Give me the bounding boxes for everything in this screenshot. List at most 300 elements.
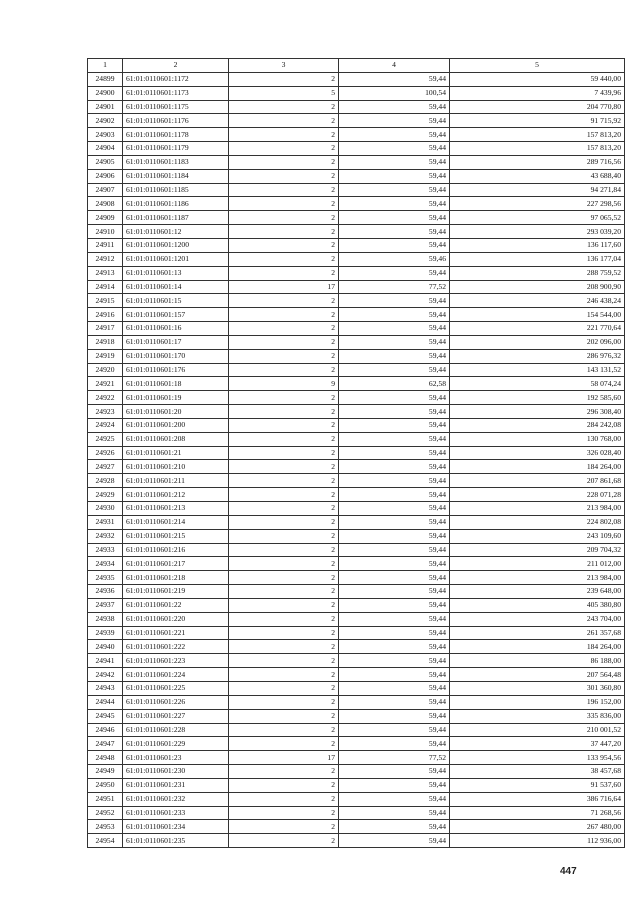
table-cell: 61:01:0110601:222 [123, 640, 229, 654]
table-cell: 24909 [88, 211, 123, 225]
table-row [88, 225, 625, 239]
table-cell: 2 [229, 460, 339, 474]
table-cell: 59,44 [339, 778, 450, 792]
table-cell: 59,44 [339, 266, 450, 280]
table-cell: 2 [229, 114, 339, 128]
table-row [88, 335, 625, 349]
table-cell: 2 [229, 502, 339, 516]
table-cell: 61:01:0110601:16 [123, 322, 229, 336]
table-cell: 61:01:0110601:1185 [123, 183, 229, 197]
table-cell: 24954 [88, 834, 123, 848]
table-cell: 2 [229, 515, 339, 529]
table-cell: 61:01:0110601:18 [123, 377, 229, 391]
table-cell: 59,44 [339, 391, 450, 405]
table-cell: 243 704,00 [450, 612, 625, 626]
table-cell: 204 770,80 [450, 100, 625, 114]
table-cell: 59,44 [339, 640, 450, 654]
table-row [88, 765, 625, 779]
cadastral-value-table [87, 58, 625, 848]
table-cell: 2 [229, 626, 339, 640]
table-cell: 61:01:0110601:219 [123, 585, 229, 599]
table-row [88, 778, 625, 792]
table-cell: 61:01:0110601:1183 [123, 155, 229, 169]
table-cell: 284 242,08 [450, 418, 625, 432]
table-cell: 38 457,68 [450, 765, 625, 779]
table-cell: 24907 [88, 183, 123, 197]
table-cell: 24922 [88, 391, 123, 405]
table-cell: 24903 [88, 128, 123, 142]
table-cell: 59,44 [339, 834, 450, 848]
table-cell: 59,44 [339, 225, 450, 239]
column-header-5: 5 [450, 59, 625, 73]
page-number: 447 [560, 866, 577, 877]
table-cell: 59,44 [339, 349, 450, 363]
table-cell: 243 109,60 [450, 529, 625, 543]
table-cell: 59,44 [339, 474, 450, 488]
table-row [88, 377, 625, 391]
table-cell: 246 438,24 [450, 294, 625, 308]
table-row [88, 100, 625, 114]
table-cell: 2 [229, 612, 339, 626]
table-row [88, 197, 625, 211]
table-row [88, 155, 625, 169]
table-cell: 2 [229, 266, 339, 280]
table-cell: 61:01:0110601:232 [123, 792, 229, 806]
table-cell: 24951 [88, 792, 123, 806]
table-row [88, 169, 625, 183]
table-cell: 24943 [88, 681, 123, 695]
table-cell: 61:01:0110601:1176 [123, 114, 229, 128]
table-cell: 24910 [88, 225, 123, 239]
table-cell: 184 264,00 [450, 460, 625, 474]
table-cell: 59,44 [339, 806, 450, 820]
table-cell: 211 012,00 [450, 557, 625, 571]
table-cell: 59,44 [339, 654, 450, 668]
table-cell: 2 [229, 723, 339, 737]
table-cell: 24952 [88, 806, 123, 820]
table-cell: 2 [229, 474, 339, 488]
table-cell: 136 117,60 [450, 238, 625, 252]
table-cell: 61:01:0110601:22 [123, 598, 229, 612]
table-row [88, 695, 625, 709]
table-row [88, 432, 625, 446]
table-cell: 228 071,28 [450, 488, 625, 502]
table-cell: 2 [229, 557, 339, 571]
table-cell: 59,44 [339, 488, 450, 502]
table-row [88, 626, 625, 640]
table-cell: 207 564,48 [450, 668, 625, 682]
table-cell: 59,44 [339, 515, 450, 529]
table-cell: 61:01:0110601:228 [123, 723, 229, 737]
table-cell: 24920 [88, 363, 123, 377]
table-cell: 157 813,20 [450, 128, 625, 142]
table-cell: 61:01:0110601:224 [123, 668, 229, 682]
table-cell: 94 271,84 [450, 183, 625, 197]
table-row [88, 183, 625, 197]
table-cell: 61:01:0110601:13 [123, 266, 229, 280]
table-cell: 61:01:0110601:226 [123, 695, 229, 709]
table-row [88, 405, 625, 419]
table-cell: 24949 [88, 765, 123, 779]
table-cell: 24933 [88, 543, 123, 557]
table-cell: 386 716,64 [450, 792, 625, 806]
table-cell: 261 357,68 [450, 626, 625, 640]
table-cell: 24914 [88, 280, 123, 294]
table-cell: 326 028,40 [450, 446, 625, 460]
table-cell: 59,44 [339, 695, 450, 709]
table-cell: 2 [229, 100, 339, 114]
table-cell: 61:01:0110601:170 [123, 349, 229, 363]
table-row [88, 86, 625, 100]
table-body [88, 72, 625, 847]
table-cell: 59,44 [339, 169, 450, 183]
table-cell: 2 [229, 197, 339, 211]
table-cell: 59,44 [339, 155, 450, 169]
table-cell: 2 [229, 709, 339, 723]
table-cell: 61:01:0110601:233 [123, 806, 229, 820]
table-cell: 61:01:0110601:217 [123, 557, 229, 571]
table-cell: 157 813,20 [450, 142, 625, 156]
table-cell: 24917 [88, 322, 123, 336]
table-cell: 2 [229, 418, 339, 432]
table-cell: 61:01:0110601:214 [123, 515, 229, 529]
table-cell: 405 380,80 [450, 598, 625, 612]
table-cell: 202 096,00 [450, 335, 625, 349]
table-cell: 59,44 [339, 335, 450, 349]
table-cell: 61:01:0110601:230 [123, 765, 229, 779]
table-cell: 130 768,00 [450, 432, 625, 446]
table-cell: 43 688,40 [450, 169, 625, 183]
table-row [88, 446, 625, 460]
table-cell: 2 [229, 488, 339, 502]
table-cell: 61:01:0110601:14 [123, 280, 229, 294]
table-cell: 24948 [88, 751, 123, 765]
table-cell: 59,44 [339, 211, 450, 225]
table-row [88, 571, 625, 585]
table-cell: 61:01:0110601:213 [123, 502, 229, 516]
table-cell: 2 [229, 349, 339, 363]
table-cell: 24906 [88, 169, 123, 183]
table-cell: 61:01:0110601:1201 [123, 252, 229, 266]
table-cell: 24905 [88, 155, 123, 169]
table-cell: 61:01:0110601:20 [123, 405, 229, 419]
table-cell: 2 [229, 585, 339, 599]
table-cell: 86 188,00 [450, 654, 625, 668]
table-row [88, 322, 625, 336]
table-cell: 286 976,32 [450, 349, 625, 363]
table-cell: 59,44 [339, 197, 450, 211]
table-cell: 62,58 [339, 377, 450, 391]
table-cell: 91 537,60 [450, 778, 625, 792]
table-row [88, 252, 625, 266]
table-row [88, 737, 625, 751]
table-cell: 2 [229, 72, 339, 86]
table-row [88, 529, 625, 543]
table-cell: 59,44 [339, 183, 450, 197]
table-cell: 59,44 [339, 418, 450, 432]
table-cell: 61:01:0110601:216 [123, 543, 229, 557]
table-cell: 2 [229, 294, 339, 308]
table-cell: 59,44 [339, 405, 450, 419]
table-cell: 224 802,08 [450, 515, 625, 529]
table-cell: 59,44 [339, 557, 450, 571]
table-cell: 61:01:0110601:218 [123, 571, 229, 585]
table-cell: 24921 [88, 377, 123, 391]
table-cell: 112 936,00 [450, 834, 625, 848]
table-cell: 2 [229, 169, 339, 183]
table-cell: 221 770,64 [450, 322, 625, 336]
table-row [88, 488, 625, 502]
table-cell: 71 268,56 [450, 806, 625, 820]
table-cell: 7 439,96 [450, 86, 625, 100]
table-cell: 61:01:0110601:223 [123, 654, 229, 668]
table-cell: 24936 [88, 585, 123, 599]
table-row [88, 834, 625, 848]
table-cell: 2 [229, 142, 339, 156]
table-cell: 301 360,80 [450, 681, 625, 695]
table-cell: 59,44 [339, 681, 450, 695]
table-cell: 59,44 [339, 723, 450, 737]
table-cell: 61:01:0110601:1178 [123, 128, 229, 142]
table-cell: 2 [229, 446, 339, 460]
table-row [88, 280, 625, 294]
table-row [88, 598, 625, 612]
table-cell: 59,44 [339, 626, 450, 640]
table-cell: 59,44 [339, 820, 450, 834]
table-cell: 213 984,00 [450, 502, 625, 516]
table-cell: 24929 [88, 488, 123, 502]
table-cell: 24941 [88, 654, 123, 668]
table-cell: 2 [229, 737, 339, 751]
table-cell: 2 [229, 820, 339, 834]
table-cell: 184 264,00 [450, 640, 625, 654]
table-cell: 2 [229, 640, 339, 654]
table-cell: 24915 [88, 294, 123, 308]
table-cell: 267 480,00 [450, 820, 625, 834]
table-cell: 61:01:0110601:176 [123, 363, 229, 377]
table-cell: 17 [229, 751, 339, 765]
table-cell: 59,44 [339, 709, 450, 723]
table-cell: 24900 [88, 86, 123, 100]
table-cell: 2 [229, 543, 339, 557]
table-cell: 24912 [88, 252, 123, 266]
table-cell: 61:01:0110601:15 [123, 294, 229, 308]
table-cell: 77,52 [339, 751, 450, 765]
table-cell: 59,44 [339, 308, 450, 322]
table-cell: 24947 [88, 737, 123, 751]
table-row [88, 543, 625, 557]
table-row [88, 238, 625, 252]
table-cell: 24923 [88, 405, 123, 419]
table-row [88, 681, 625, 695]
table-cell: 2 [229, 155, 339, 169]
table-cell: 61:01:0110601:212 [123, 488, 229, 502]
table-row [88, 294, 625, 308]
table-row [88, 308, 625, 322]
table-cell: 24940 [88, 640, 123, 654]
table-row [88, 211, 625, 225]
table-cell: 335 836,00 [450, 709, 625, 723]
table-cell: 59,44 [339, 571, 450, 585]
table-cell: 2 [229, 183, 339, 197]
table-cell: 24934 [88, 557, 123, 571]
table-cell: 59,44 [339, 502, 450, 516]
table-cell: 59,44 [339, 432, 450, 446]
table-cell: 9 [229, 377, 339, 391]
table-cell: 2 [229, 211, 339, 225]
table-cell: 2 [229, 778, 339, 792]
table-cell: 2 [229, 308, 339, 322]
table-cell: 24899 [88, 72, 123, 86]
table-cell: 24946 [88, 723, 123, 737]
table-cell: 24942 [88, 668, 123, 682]
table-cell: 59,44 [339, 668, 450, 682]
table-cell: 227 298,56 [450, 197, 625, 211]
table-cell: 61:01:0110601:234 [123, 820, 229, 834]
table-cell: 61:01:0110601:23 [123, 751, 229, 765]
table-cell: 2 [229, 765, 339, 779]
table-cell: 61:01:0110601:215 [123, 529, 229, 543]
table-cell: 59,44 [339, 598, 450, 612]
table-cell: 59,44 [339, 238, 450, 252]
table-cell: 61:01:0110601:17 [123, 335, 229, 349]
table-row [88, 72, 625, 86]
table-cell: 24925 [88, 432, 123, 446]
table-cell: 61:01:0110601:1184 [123, 169, 229, 183]
table-cell: 61:01:0110601:1186 [123, 197, 229, 211]
table-cell: 293 039,20 [450, 225, 625, 239]
table-cell: 2 [229, 834, 339, 848]
table-cell: 24945 [88, 709, 123, 723]
table-cell: 59,44 [339, 322, 450, 336]
table-cell: 24918 [88, 335, 123, 349]
table-cell: 59,44 [339, 446, 450, 460]
table-cell: 61:01:0110601:157 [123, 308, 229, 322]
table-row [88, 640, 625, 654]
table-cell: 59,44 [339, 612, 450, 626]
table-cell: 24911 [88, 238, 123, 252]
table-cell: 61:01:0110601:231 [123, 778, 229, 792]
table-cell: 59,44 [339, 114, 450, 128]
table-row [88, 709, 625, 723]
table-cell: 24953 [88, 820, 123, 834]
table-row [88, 515, 625, 529]
table-cell: 2 [229, 598, 339, 612]
column-header-3: 3 [229, 59, 339, 73]
table-cell: 61:01:0110601:1179 [123, 142, 229, 156]
table-cell: 209 704,32 [450, 543, 625, 557]
table-cell: 61:01:0110601:227 [123, 709, 229, 723]
table-cell: 97 065,52 [450, 211, 625, 225]
table-cell: 59,46 [339, 252, 450, 266]
table-cell: 59,44 [339, 529, 450, 543]
table-cell: 213 984,00 [450, 571, 625, 585]
table-cell: 192 585,60 [450, 391, 625, 405]
table-cell: 59,44 [339, 737, 450, 751]
table-header-row [88, 59, 625, 73]
table-row [88, 391, 625, 405]
table-cell: 61:01:0110601:200 [123, 418, 229, 432]
table-cell: 61:01:0110601:1173 [123, 86, 229, 100]
table-cell: 24931 [88, 515, 123, 529]
column-header-1: 1 [88, 59, 123, 73]
table-cell: 59,44 [339, 72, 450, 86]
table-cell: 2 [229, 335, 339, 349]
table-cell: 24944 [88, 695, 123, 709]
table-cell: 2 [229, 128, 339, 142]
table-cell: 61:01:0110601:19 [123, 391, 229, 405]
table-row [88, 612, 625, 626]
table-row [88, 502, 625, 516]
table-cell: 2 [229, 681, 339, 695]
table-cell: 61:01:0110601:221 [123, 626, 229, 640]
table-cell: 58 074,24 [450, 377, 625, 391]
table-row [88, 142, 625, 156]
table-cell: 24916 [88, 308, 123, 322]
table-cell: 59 440,00 [450, 72, 625, 86]
table-cell: 154 544,00 [450, 308, 625, 322]
table-cell: 2 [229, 391, 339, 405]
table-cell: 24908 [88, 197, 123, 211]
table-cell: 2 [229, 654, 339, 668]
table-cell: 59,44 [339, 585, 450, 599]
table-cell: 61:01:0110601:211 [123, 474, 229, 488]
table-cell: 2 [229, 363, 339, 377]
table-cell: 296 308,40 [450, 405, 625, 419]
table-cell: 2 [229, 529, 339, 543]
table-cell: 59,44 [339, 543, 450, 557]
table-row [88, 723, 625, 737]
table-cell: 24950 [88, 778, 123, 792]
table-cell: 59,44 [339, 142, 450, 156]
table-cell: 61:01:0110601:208 [123, 432, 229, 446]
table-cell: 2 [229, 792, 339, 806]
column-header-4: 4 [339, 59, 450, 73]
table-cell: 100,54 [339, 86, 450, 100]
table-cell: 61:01:0110601:1187 [123, 211, 229, 225]
table-cell: 61:01:0110601:21 [123, 446, 229, 460]
table-cell: 2 [229, 668, 339, 682]
table-row [88, 806, 625, 820]
table-row [88, 585, 625, 599]
table-cell: 24919 [88, 349, 123, 363]
table-cell: 136 177,04 [450, 252, 625, 266]
table-cell: 61:01:0110601:220 [123, 612, 229, 626]
table-cell: 2 [229, 571, 339, 585]
table-cell: 59,44 [339, 792, 450, 806]
table-cell: 2 [229, 405, 339, 419]
table-cell: 61:01:0110601:235 [123, 834, 229, 848]
table-cell: 143 131,52 [450, 363, 625, 377]
table-cell: 24924 [88, 418, 123, 432]
table-cell: 61:01:0110601:1172 [123, 72, 229, 86]
table-row [88, 792, 625, 806]
table-cell: 59,44 [339, 128, 450, 142]
table-cell: 196 152,00 [450, 695, 625, 709]
table-cell: 59,44 [339, 100, 450, 114]
table-cell: 24904 [88, 142, 123, 156]
table-cell: 2 [229, 432, 339, 446]
table-cell: 24928 [88, 474, 123, 488]
table-row [88, 654, 625, 668]
table-cell: 59,44 [339, 460, 450, 474]
table-cell: 91 715,92 [450, 114, 625, 128]
table-cell: 61:01:0110601:1175 [123, 100, 229, 114]
table-cell: 61:01:0110601:229 [123, 737, 229, 751]
table-cell: 2 [229, 695, 339, 709]
table-row [88, 820, 625, 834]
table-cell: 133 954,56 [450, 751, 625, 765]
